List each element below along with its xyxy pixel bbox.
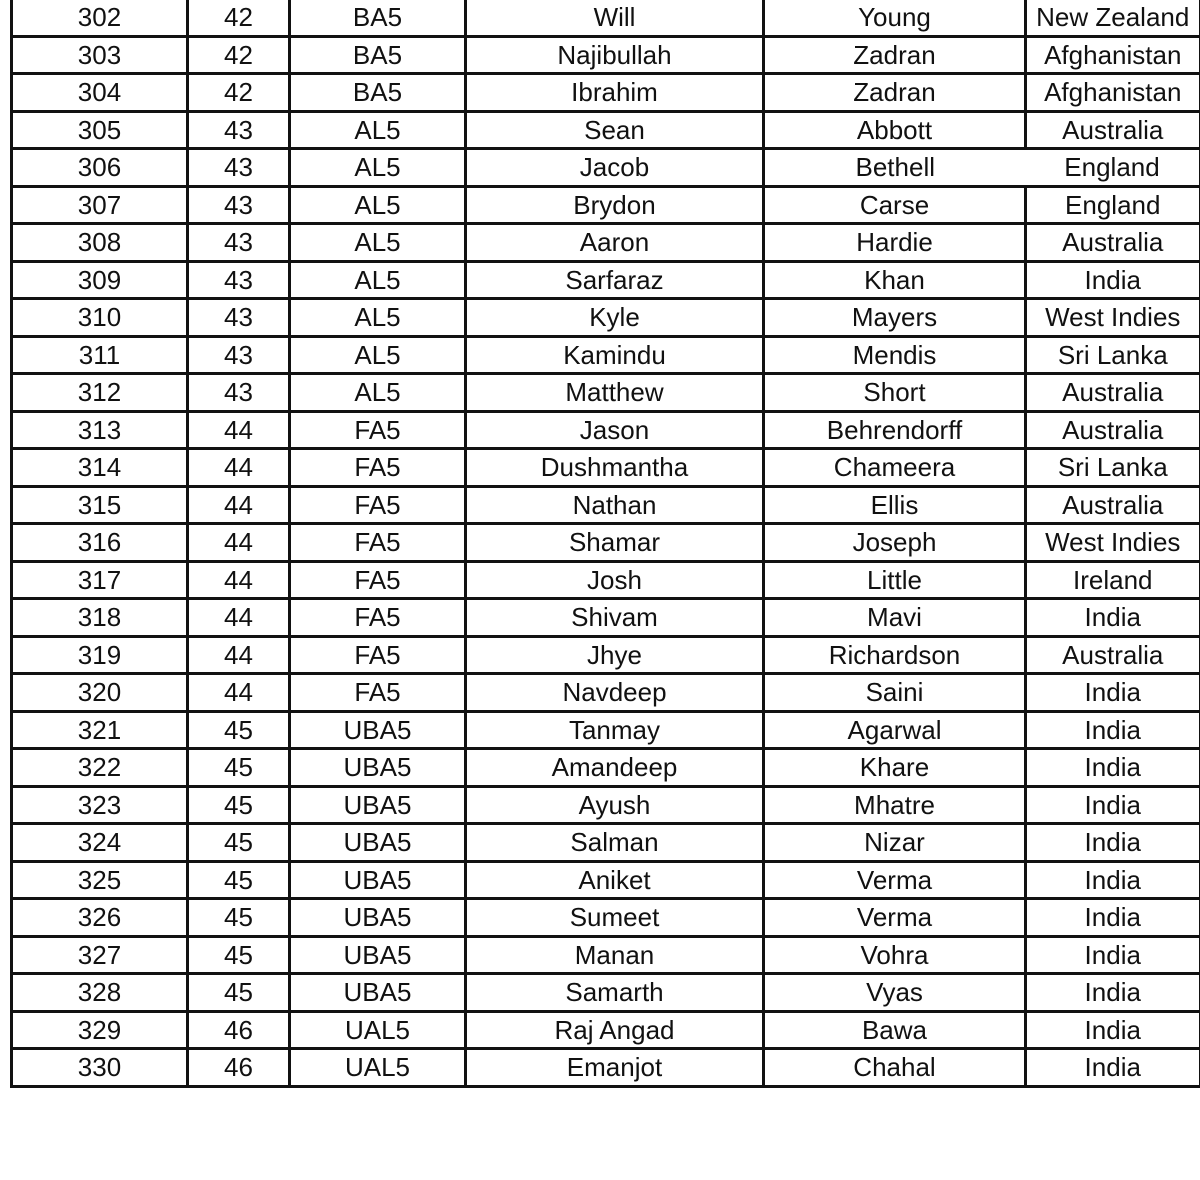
cell-set-number: 45 [188, 974, 290, 1012]
table-row [12, 299, 1200, 337]
cell-country: Afghanistan [1026, 36, 1200, 74]
cell-category: AL5 [290, 224, 466, 262]
cell-surname: Richardson [764, 636, 1026, 674]
cell-player-number: 305 [12, 111, 188, 149]
cell-set-number: 43 [188, 149, 290, 187]
cell-country: India [1026, 711, 1200, 749]
table-row [12, 824, 1200, 862]
cell-category: AL5 [290, 336, 466, 374]
table-row [12, 36, 1200, 74]
cell-category: UBA5 [290, 749, 466, 787]
cell-player-number: 308 [12, 224, 188, 262]
cell-player-number: 313 [12, 411, 188, 449]
cell-category: UBA5 [290, 936, 466, 974]
cell-first-name: Manan [466, 936, 764, 974]
cell-category: FA5 [290, 411, 466, 449]
cell-set-number: 43 [188, 224, 290, 262]
cell-set-number: 44 [188, 561, 290, 599]
cell-first-name: Najibullah [466, 36, 764, 74]
cell-set-number: 43 [188, 336, 290, 374]
cell-set-number: 43 [188, 374, 290, 412]
cell-set-number: 44 [188, 524, 290, 562]
table-row [12, 336, 1200, 374]
cell-first-name: Jhye [466, 636, 764, 674]
cell-set-number: 44 [188, 599, 290, 637]
table-row [12, 261, 1200, 299]
table-row [12, 74, 1200, 112]
cell-player-number: 323 [12, 786, 188, 824]
cell-set-number: 44 [188, 636, 290, 674]
cell-category: AL5 [290, 186, 466, 224]
table-row [12, 936, 1200, 974]
cell-category: UBA5 [290, 861, 466, 899]
table-row [12, 861, 1200, 899]
table-row [12, 749, 1200, 787]
cell-country: New Zealand [1026, 0, 1200, 36]
cell-surname: Saini [764, 674, 1026, 712]
cell-player-number: 311 [12, 336, 188, 374]
cell-set-number: 46 [188, 1011, 290, 1049]
table-row [12, 636, 1200, 674]
cell-country: India [1026, 824, 1200, 862]
cell-player-number: 304 [12, 74, 188, 112]
cell-surname: Nizar [764, 824, 1026, 862]
cell-category: UAL5 [290, 1049, 466, 1087]
table-row [12, 449, 1200, 487]
table-row [12, 149, 1200, 187]
cell-set-number: 43 [188, 261, 290, 299]
cell-surname: Joseph [764, 524, 1026, 562]
cell-category: UBA5 [290, 786, 466, 824]
cell-country: India [1026, 861, 1200, 899]
cell-surname: Verma [764, 861, 1026, 899]
table-row [12, 711, 1200, 749]
cell-player-number: 309 [12, 261, 188, 299]
cell-player-number: 320 [12, 674, 188, 712]
cell-country: Afghanistan [1026, 74, 1200, 112]
cell-surname: Verma [764, 899, 1026, 937]
cell-country: India [1026, 786, 1200, 824]
cell-surname: Khare [764, 749, 1026, 787]
cell-category: BA5 [290, 0, 466, 36]
cell-first-name: Samarth [466, 974, 764, 1012]
player-list-table [10, 0, 1200, 1088]
cell-player-number: 314 [12, 449, 188, 487]
table-row [12, 186, 1200, 224]
cell-first-name: Sean [466, 111, 764, 149]
cell-category: UBA5 [290, 711, 466, 749]
cell-surname: Mavi [764, 599, 1026, 637]
cell-country: England [1026, 149, 1200, 187]
cell-country: India [1026, 1011, 1200, 1049]
cell-country: India [1026, 1049, 1200, 1087]
cell-first-name: Shamar [466, 524, 764, 562]
cell-surname: Vyas [764, 974, 1026, 1012]
cell-set-number: 43 [188, 111, 290, 149]
cell-set-number: 42 [188, 74, 290, 112]
cell-first-name: Brydon [466, 186, 764, 224]
cell-first-name: Nathan [466, 486, 764, 524]
cell-first-name: Dushmantha [466, 449, 764, 487]
table-row [12, 524, 1200, 562]
cell-category: UBA5 [290, 974, 466, 1012]
table-row [12, 111, 1200, 149]
cell-first-name: Josh [466, 561, 764, 599]
cell-country: England [1026, 186, 1200, 224]
cell-player-number: 329 [12, 1011, 188, 1049]
cell-category: FA5 [290, 636, 466, 674]
cell-first-name: Raj Angad [466, 1011, 764, 1049]
cell-first-name: Kyle [466, 299, 764, 337]
cell-first-name: Amandeep [466, 749, 764, 787]
cell-player-number: 306 [12, 149, 188, 187]
cell-player-number: 328 [12, 974, 188, 1012]
cell-category: UBA5 [290, 824, 466, 862]
cell-country: India [1026, 599, 1200, 637]
cell-player-number: 324 [12, 824, 188, 862]
cell-surname: Agarwal [764, 711, 1026, 749]
cell-player-number: 325 [12, 861, 188, 899]
cell-country: Ireland [1026, 561, 1200, 599]
cell-surname: Vohra [764, 936, 1026, 974]
cell-country: India [1026, 261, 1200, 299]
cell-set-number: 44 [188, 674, 290, 712]
cell-player-number: 310 [12, 299, 188, 337]
cell-surname: Short [764, 374, 1026, 412]
cell-set-number: 44 [188, 411, 290, 449]
cell-surname: Abbott [764, 111, 1026, 149]
cell-country: Australia [1026, 224, 1200, 262]
table-row [12, 786, 1200, 824]
table-row [12, 486, 1200, 524]
cell-player-number: 302 [12, 0, 188, 36]
cell-category: BA5 [290, 74, 466, 112]
cell-player-number: 303 [12, 36, 188, 74]
player-list-body [12, 0, 1200, 1086]
cell-first-name: Emanjot [466, 1049, 764, 1087]
cell-first-name: Matthew [466, 374, 764, 412]
cell-player-number: 327 [12, 936, 188, 974]
table-row [12, 411, 1200, 449]
cell-country: India [1026, 936, 1200, 974]
cell-set-number: 44 [188, 449, 290, 487]
cell-country: Australia [1026, 111, 1200, 149]
cell-country: India [1026, 674, 1200, 712]
cell-category: FA5 [290, 524, 466, 562]
cell-surname: Behrendorff [764, 411, 1026, 449]
cell-player-number: 322 [12, 749, 188, 787]
cell-first-name: Tanmay [466, 711, 764, 749]
table-row [12, 374, 1200, 412]
cell-category: AL5 [290, 261, 466, 299]
cell-first-name: Aaron [466, 224, 764, 262]
cell-surname: Zadran [764, 74, 1026, 112]
cell-category: UBA5 [290, 899, 466, 937]
cell-country: Australia [1026, 486, 1200, 524]
cell-country: Australia [1026, 374, 1200, 412]
cell-player-number: 330 [12, 1049, 188, 1087]
cell-first-name: Salman [466, 824, 764, 862]
cell-set-number: 45 [188, 936, 290, 974]
cell-country: India [1026, 749, 1200, 787]
cell-first-name: Kamindu [466, 336, 764, 374]
cell-surname: Bawa [764, 1011, 1026, 1049]
cell-country: Australia [1026, 636, 1200, 674]
cell-surname: Ellis [764, 486, 1026, 524]
cell-set-number: 45 [188, 824, 290, 862]
cell-player-number: 312 [12, 374, 188, 412]
cell-set-number: 42 [188, 36, 290, 74]
cell-first-name: Navdeep [466, 674, 764, 712]
cell-category: AL5 [290, 299, 466, 337]
cell-country: Australia [1026, 411, 1200, 449]
cell-category: AL5 [290, 149, 466, 187]
table-row [12, 599, 1200, 637]
cell-first-name: Shivam [466, 599, 764, 637]
cell-first-name: Sumeet [466, 899, 764, 937]
cell-player-number: 319 [12, 636, 188, 674]
table-row [12, 561, 1200, 599]
cell-surname: Zadran [764, 36, 1026, 74]
cell-first-name: Ayush [466, 786, 764, 824]
cell-player-number: 307 [12, 186, 188, 224]
cell-category: FA5 [290, 449, 466, 487]
cell-set-number: 45 [188, 786, 290, 824]
cell-set-number: 45 [188, 711, 290, 749]
table-row [12, 1011, 1200, 1049]
cell-player-number: 326 [12, 899, 188, 937]
cell-player-number: 321 [12, 711, 188, 749]
cell-set-number: 45 [188, 861, 290, 899]
cell-set-number: 46 [188, 1049, 290, 1087]
cell-category: FA5 [290, 486, 466, 524]
cell-surname: Mhatre [764, 786, 1026, 824]
cell-first-name: Ibrahim [466, 74, 764, 112]
cell-player-number: 315 [12, 486, 188, 524]
cell-category: FA5 [290, 561, 466, 599]
cell-set-number: 45 [188, 899, 290, 937]
table-row [12, 224, 1200, 262]
cell-first-name: Sarfaraz [466, 261, 764, 299]
cell-player-number: 316 [12, 524, 188, 562]
cell-first-name: Jacob [466, 149, 764, 187]
cell-country: Sri Lanka [1026, 336, 1200, 374]
cell-surname: Chahal [764, 1049, 1026, 1087]
cell-category: UAL5 [290, 1011, 466, 1049]
cell-country: Sri Lanka [1026, 449, 1200, 487]
cell-category: FA5 [290, 674, 466, 712]
cell-surname: Mendis [764, 336, 1026, 374]
cell-category: AL5 [290, 111, 466, 149]
cell-category: BA5 [290, 36, 466, 74]
cell-surname: Chameera [764, 449, 1026, 487]
cell-surname: Mayers [764, 299, 1026, 337]
cell-surname: Young [764, 0, 1026, 36]
cell-player-number: 318 [12, 599, 188, 637]
cell-surname: Khan [764, 261, 1026, 299]
table-row [12, 1049, 1200, 1087]
cell-country: India [1026, 899, 1200, 937]
cell-set-number: 42 [188, 0, 290, 36]
cell-surname: Hardie [764, 224, 1026, 262]
table-row [12, 674, 1200, 712]
cell-first-name: Aniket [466, 861, 764, 899]
cell-surname: Carse [764, 186, 1026, 224]
table-row [12, 899, 1200, 937]
table-row [12, 0, 1200, 36]
cell-first-name: Jason [466, 411, 764, 449]
cell-first-name: Will [466, 0, 764, 36]
cell-set-number: 43 [188, 299, 290, 337]
cell-category: FA5 [290, 599, 466, 637]
cell-player-number: 317 [12, 561, 188, 599]
cell-set-number: 44 [188, 486, 290, 524]
table-row [12, 974, 1200, 1012]
cell-surname: Little [764, 561, 1026, 599]
cell-country: West Indies [1026, 524, 1200, 562]
cell-category: AL5 [290, 374, 466, 412]
cell-country: West Indies [1026, 299, 1200, 337]
cell-country: India [1026, 974, 1200, 1012]
cell-set-number: 43 [188, 186, 290, 224]
cell-set-number: 45 [188, 749, 290, 787]
cell-surname: Bethell [764, 149, 1026, 187]
